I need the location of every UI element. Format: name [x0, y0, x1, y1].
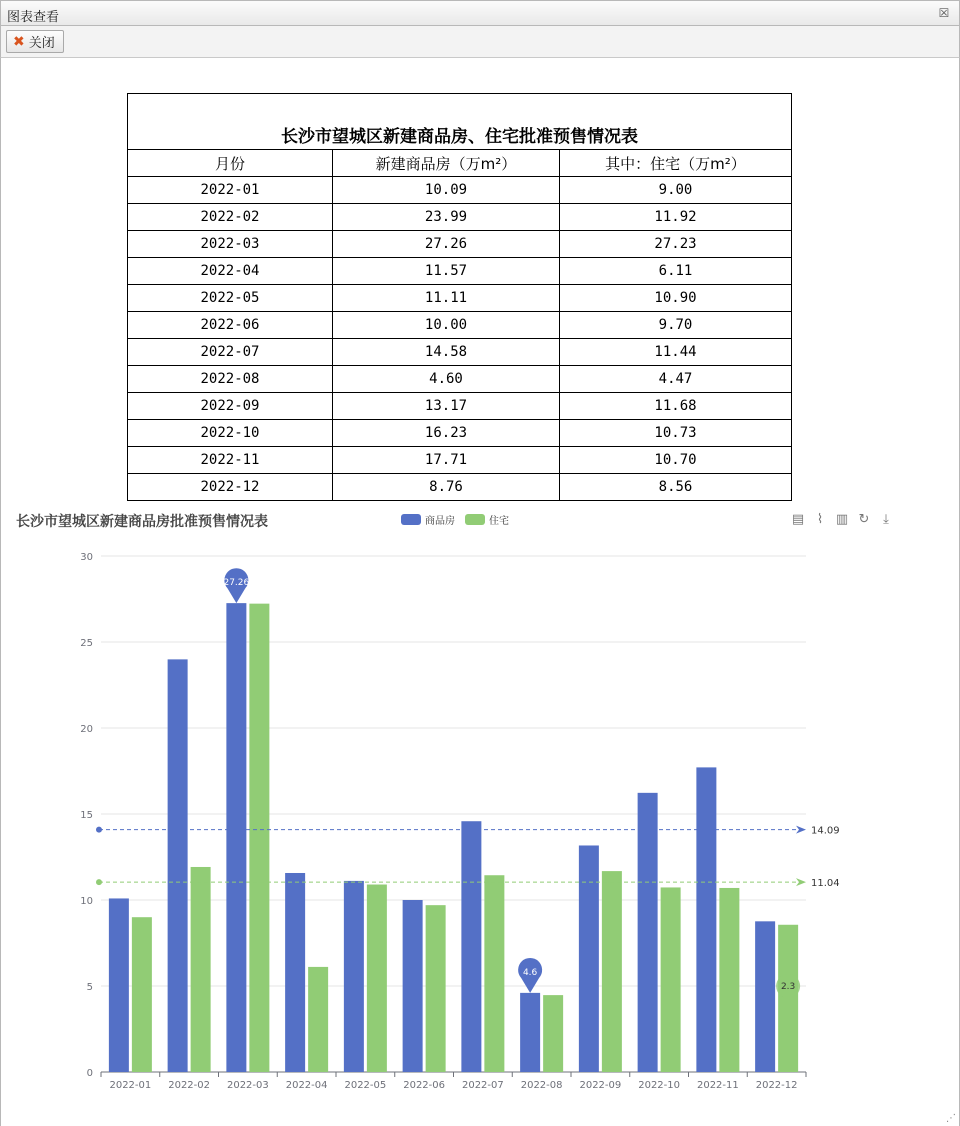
line-chart-icon[interactable]: ⌇ — [816, 512, 824, 527]
close-button-label: 关闭 — [28, 36, 55, 51]
y-tick-label: 30 — [80, 552, 93, 563]
x-tick-label: 2022-05 — [344, 1080, 387, 1091]
bar-residential — [132, 917, 152, 1072]
restore-icon[interactable]: ↻ — [858, 512, 870, 527]
table-row — [128, 204, 792, 231]
table-cell-commercial: 14.58 — [333, 339, 560, 366]
table-row — [128, 177, 792, 204]
x-tick-label: 2022-06 — [403, 1080, 446, 1091]
table-cell-commercial: 16.23 — [333, 420, 560, 447]
average-line-start — [96, 879, 102, 885]
bar-residential — [191, 867, 211, 1072]
table-row — [128, 231, 792, 258]
data-view-icon[interactable]: ▤ — [791, 512, 805, 527]
legend-swatch-commercial — [401, 514, 421, 525]
chart-title: 长沙市望城区新建商品房批准预售情况表 — [16, 514, 268, 530]
chart-legend — [401, 512, 509, 527]
bar-residential — [719, 888, 739, 1072]
legend-item-residential[interactable] — [465, 512, 509, 527]
bar-residential — [543, 995, 563, 1072]
table-cell-month: 2022-02 — [128, 204, 333, 231]
close-button[interactable] — [6, 30, 64, 53]
bar-commercial — [109, 898, 129, 1072]
legend-label-residential: 住宅 — [489, 516, 509, 527]
table-row — [128, 474, 792, 501]
x-tick-label: 2022-03 — [226, 1080, 269, 1091]
table-cell-commercial: 17.71 — [333, 447, 560, 474]
table-cell-commercial: 8.76 — [333, 474, 560, 501]
bar-commercial — [579, 845, 599, 1072]
window-close-icon[interactable]: ☒ — [938, 6, 950, 20]
table-row — [128, 258, 792, 285]
close-x-icon: ✖ — [13, 33, 25, 50]
table-cell-residential: 27.23 — [560, 231, 792, 258]
table-cell-residential: 10.73 — [560, 420, 792, 447]
bar-chart — [1, 536, 959, 1096]
bar-residential — [367, 885, 387, 1072]
bar-commercial — [403, 900, 423, 1072]
table-row — [128, 393, 792, 420]
save-image-icon[interactable]: ⤓ — [883, 512, 889, 527]
table-cell-month: 2022-04 — [128, 258, 333, 285]
table-cell-residential: 9.00 — [560, 177, 792, 204]
table-cell-month: 2022-07 — [128, 339, 333, 366]
table-cell-residential: 8.56 — [560, 474, 792, 501]
table-cell-commercial: 13.17 — [333, 393, 560, 420]
bar-commercial — [226, 603, 246, 1072]
table-cell-month: 2022-12 — [128, 474, 333, 501]
toolbar — [0, 26, 960, 58]
table-cell-residential: 10.70 — [560, 447, 792, 474]
table-row — [128, 447, 792, 474]
bar-commercial — [168, 659, 188, 1072]
bar-commercial — [461, 821, 481, 1072]
bar-residential — [602, 871, 622, 1072]
table-cell-commercial: 10.09 — [333, 177, 560, 204]
y-tick-label: 25 — [80, 638, 93, 649]
legend-label-commercial: 商品房 — [425, 516, 455, 527]
pin-label: 4.6 — [522, 967, 538, 978]
table-row — [128, 285, 792, 312]
y-tick-label: 0 — [86, 1068, 93, 1079]
table-cell-month: 2022-08 — [128, 366, 333, 393]
x-tick-label: 2022-01 — [109, 1080, 152, 1091]
bar-residential — [778, 925, 798, 1072]
table-caption: 长沙市望城区新建商品房、住宅批准预售情况表 — [128, 94, 792, 150]
table-cell-residential: 11.68 — [560, 393, 792, 420]
content-area — [0, 58, 960, 1126]
x-tick-label: 2022-08 — [520, 1080, 563, 1091]
table-header-residential: 其中：住宅（万m²） — [560, 150, 792, 177]
bar-residential — [249, 604, 269, 1072]
average-line-arrow — [796, 878, 806, 886]
y-tick-label: 10 — [80, 896, 93, 907]
x-tick-label: 2022-10 — [638, 1080, 681, 1091]
table-cell-residential: 11.44 — [560, 339, 792, 366]
legend-swatch-residential — [465, 514, 485, 525]
table-cell-month: 2022-06 — [128, 312, 333, 339]
table-cell-commercial: 10.00 — [333, 312, 560, 339]
table-header-commercial: 新建商品房（万m²） — [333, 150, 560, 177]
average-line-label: 14.09 — [811, 825, 840, 837]
bar-commercial — [344, 881, 364, 1072]
bar-residential — [426, 905, 446, 1072]
table-cell-residential: 11.92 — [560, 204, 792, 231]
table-cell-residential: 6.11 — [560, 258, 792, 285]
table-cell-residential: 10.90 — [560, 285, 792, 312]
resize-grip-icon[interactable]: ⋰ — [946, 1113, 956, 1124]
y-tick-label: 15 — [80, 810, 93, 821]
pin-label: 27.26 — [223, 578, 250, 589]
x-tick-label: 2022-04 — [285, 1080, 328, 1091]
x-tick-label: 2022-07 — [461, 1080, 504, 1091]
average-line-arrow — [796, 826, 806, 834]
bar-commercial — [285, 873, 305, 1072]
bar-commercial — [520, 993, 540, 1072]
table-cell-commercial: 4.60 — [333, 366, 560, 393]
bar-residential — [484, 875, 504, 1072]
table-row — [128, 420, 792, 447]
bar-commercial — [638, 793, 658, 1072]
bar-residential — [661, 887, 681, 1072]
table-cell-month: 2022-01 — [128, 177, 333, 204]
table-cell-commercial: 11.57 — [333, 258, 560, 285]
bar-commercial — [696, 767, 716, 1072]
table-cell-month: 2022-10 — [128, 420, 333, 447]
x-tick-label: 2022-02 — [168, 1080, 211, 1091]
table-row — [128, 366, 792, 393]
x-tick-label: 2022-09 — [579, 1080, 622, 1091]
average-line-start — [96, 827, 102, 833]
chart-toolbox — [791, 513, 893, 527]
y-tick-label: 5 — [86, 982, 93, 993]
table-cell-month: 2022-05 — [128, 285, 333, 312]
table-cell-month: 2022-11 — [128, 447, 333, 474]
window-title: 图表查看 — [7, 10, 60, 25]
pin-label: 2.3 — [780, 982, 796, 993]
x-tick-label: 2022-11 — [696, 1080, 739, 1091]
table-cell-commercial: 11.11 — [333, 285, 560, 312]
x-tick-label: 2022-12 — [755, 1080, 798, 1091]
table-row — [128, 339, 792, 366]
legend-item-commercial[interactable] — [401, 512, 455, 527]
table-cell-commercial: 27.26 — [333, 231, 560, 258]
table-cell-residential: 4.47 — [560, 366, 792, 393]
bar-chart-icon[interactable]: ▥ — [835, 512, 849, 527]
table-cell-month: 2022-09 — [128, 393, 333, 420]
table-header-month: 月份 — [128, 150, 333, 177]
data-table — [127, 93, 792, 501]
window-titlebar — [0, 0, 960, 26]
table-cell-month: 2022-03 — [128, 231, 333, 258]
bar-commercial — [755, 921, 775, 1072]
table-row — [128, 312, 792, 339]
bar-residential — [308, 967, 328, 1072]
y-tick-label: 20 — [80, 724, 93, 735]
average-line-label: 11.04 — [811, 878, 840, 890]
table-cell-commercial: 23.99 — [333, 204, 560, 231]
table-cell-residential: 9.70 — [560, 312, 792, 339]
